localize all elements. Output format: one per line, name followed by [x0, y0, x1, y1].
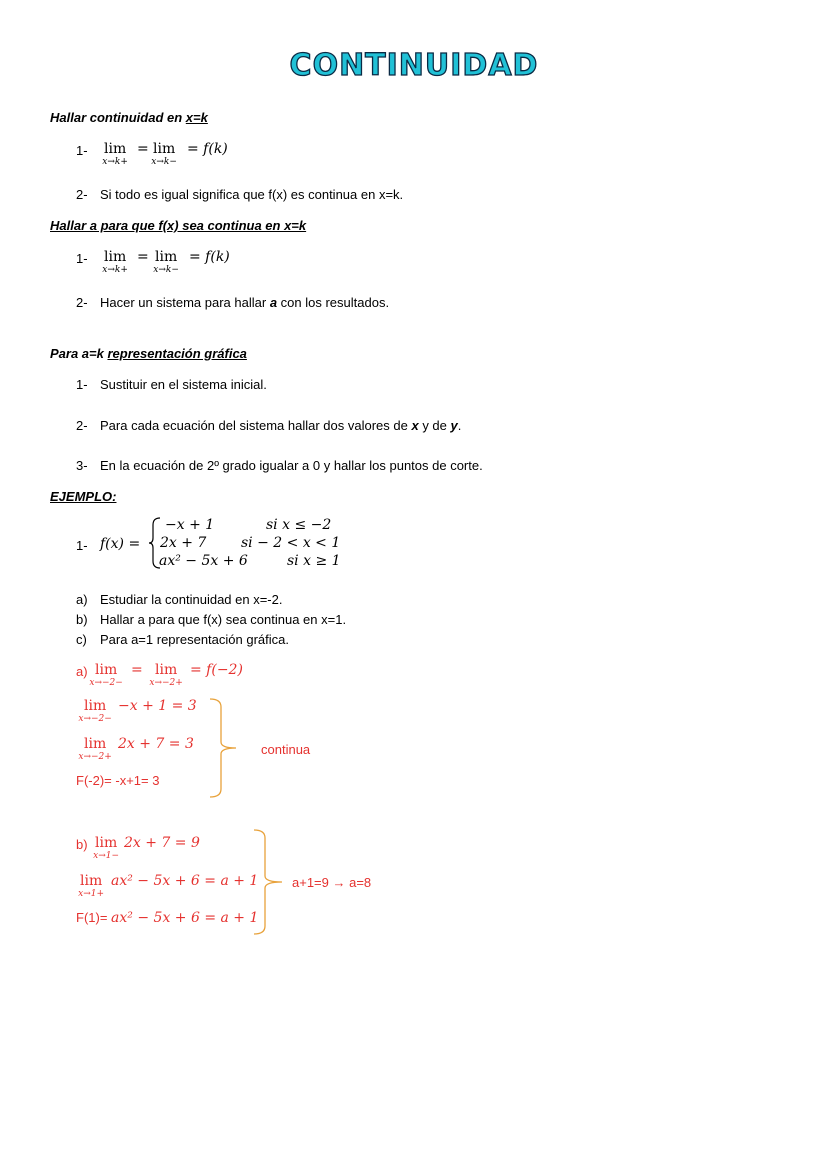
- lim-word: lim: [104, 249, 127, 265]
- question-text: Estudiar la continuidad en x=-2.: [100, 592, 283, 607]
- limit: [149, 661, 183, 688]
- question-text: Hallar a para que f(x) sea continua en x=1.: [100, 612, 347, 627]
- limit: [89, 661, 123, 688]
- step-number: 1-: [76, 377, 88, 392]
- lim-subscript: x→k+: [102, 265, 128, 275]
- equals-sign: =: [137, 249, 149, 265]
- lim-subscript: x→k−: [151, 157, 177, 167]
- case-cond: si − 2 < x < 1: [241, 535, 341, 551]
- lim-subscript: x→k−: [153, 265, 179, 275]
- text-part: ax² − 5x + 6 = a + 1: [111, 910, 259, 926]
- limit: [78, 735, 112, 762]
- text-part: Hacer un sistema para hallar: [100, 295, 270, 310]
- step-text: En la ecuación de 2º grado igualar a 0 y hallar los puntos de corte.: [100, 458, 483, 473]
- equation: 2x + 7 = 9: [124, 835, 200, 851]
- text-bold: x: [411, 418, 419, 433]
- equation: ax² − 5x + 6 = a + 1: [111, 873, 259, 889]
- equals-sign: =: [131, 662, 143, 678]
- step-text: [100, 418, 461, 433]
- case-cond: si x ≤ −2: [266, 517, 332, 533]
- heading-prefix: Hallar continuidad en: [50, 110, 186, 125]
- limit: [78, 697, 112, 724]
- lim-subscript: x→−2+: [78, 752, 112, 762]
- lim-word: lim: [84, 698, 107, 714]
- step-number: 2-: [76, 418, 88, 433]
- step-number: 1-: [76, 251, 88, 266]
- equation: = f(k): [187, 141, 228, 157]
- heading-prefix: Para a=k: [50, 346, 108, 361]
- section-heading-find-a: Hallar a para que f(x) sea continua en x=k: [50, 218, 307, 233]
- result-text: continua: [261, 742, 311, 757]
- limit: [153, 248, 179, 275]
- step-number: 1-: [76, 143, 88, 158]
- text-part: Para cada ecuación del sistema hallar dos valores de: [100, 418, 412, 433]
- lim-subscript: x→−2−: [89, 678, 123, 688]
- step-text: [100, 295, 389, 310]
- text-part: y de: [418, 418, 451, 433]
- lim-subscript: x→1+: [78, 889, 105, 899]
- brace-icon: [206, 698, 240, 798]
- equation: [76, 909, 258, 927]
- limit: [102, 140, 128, 167]
- solution-label: b): [76, 837, 88, 852]
- lim-word: lim: [95, 835, 118, 851]
- lim-subscript: x→k+: [102, 157, 128, 167]
- question-text: Para a=1 representación gráfica.: [100, 632, 289, 647]
- text-part: F(1)=: [76, 910, 112, 925]
- page-title: CONTINUIDAD: [289, 48, 539, 83]
- limit: [102, 248, 128, 275]
- equals-sign: =: [137, 141, 149, 157]
- section-heading-graph: [50, 346, 247, 361]
- heading-underlined: x=k: [185, 110, 208, 125]
- case-expr: 2x + 7: [160, 535, 207, 551]
- text-bold: y: [450, 418, 458, 433]
- lim-word: lim: [95, 662, 118, 678]
- question-label: c): [76, 632, 87, 647]
- case-expr: ax² − 5x + 6: [159, 553, 248, 569]
- step-number: 1-: [76, 538, 88, 553]
- lim-subscript: x→−2+: [149, 678, 183, 688]
- text-part: con los resultados.: [277, 295, 390, 310]
- lim-word: lim: [155, 662, 178, 678]
- equation: −x + 1 = 3: [118, 698, 197, 714]
- limit: [78, 872, 105, 899]
- equation: F(-2)= -x+1= 3: [76, 773, 160, 788]
- solution-label: a): [76, 664, 88, 679]
- lim-subscript: x→1−: [93, 851, 120, 861]
- lim-word: lim: [155, 249, 178, 265]
- step-number: 3-: [76, 458, 88, 473]
- case-cond: si x ≥ 1: [287, 553, 341, 569]
- question-label: b): [76, 612, 88, 627]
- step-text: Si todo es igual significa que f(x) es continua en x=k.: [100, 187, 404, 202]
- section-heading-continuity: [50, 110, 208, 125]
- equation: 2x + 7 = 3: [118, 736, 194, 752]
- function-name: f(x) =: [100, 536, 141, 552]
- lim-word: lim: [104, 141, 127, 157]
- heading-underlined: representación gráfica: [107, 346, 247, 361]
- brace-icon: [250, 829, 286, 935]
- step-text: Sustituir en el sistema inicial.: [100, 377, 267, 392]
- question-label: a): [76, 592, 88, 607]
- step-number: 2-: [76, 295, 88, 310]
- lim-word: lim: [80, 873, 103, 889]
- step-number: 2-: [76, 187, 88, 202]
- equation: = f(k): [189, 249, 230, 265]
- lim-subscript: x→−2−: [78, 714, 112, 724]
- text-bold: a: [269, 295, 278, 310]
- lim-word: lim: [84, 736, 107, 752]
- lim-word: lim: [153, 141, 176, 157]
- equation: = f(−2): [190, 662, 243, 678]
- example-heading: EJEMPLO:: [50, 489, 117, 504]
- text-part: .: [457, 418, 462, 433]
- limit: [93, 834, 120, 861]
- result-text: a+1=9 → a=8: [292, 875, 372, 890]
- limit: [151, 140, 177, 167]
- case-expr: −x + 1: [165, 517, 215, 533]
